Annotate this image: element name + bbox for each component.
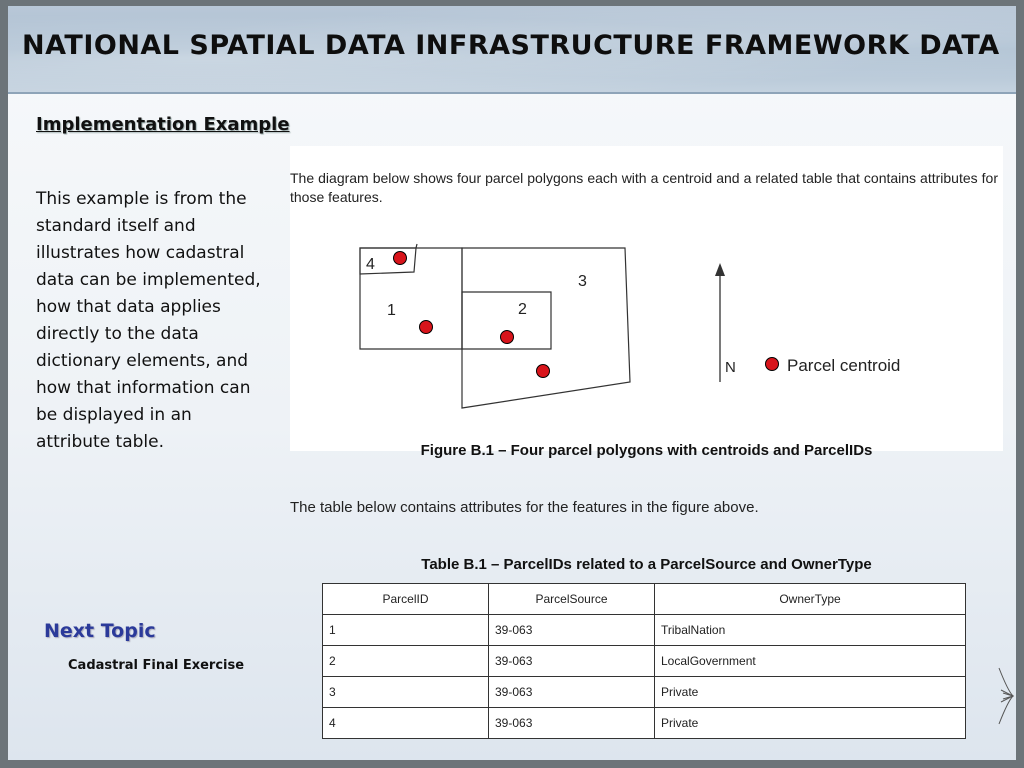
parcel-polygon-1 (360, 248, 462, 349)
figure-panel (290, 146, 1003, 451)
centroid-parcel-1 (420, 321, 433, 334)
section-heading: Implementation Example (36, 114, 290, 135)
table-cell: Private (655, 677, 966, 708)
figure-intro-text: The diagram below shows four parcel polygons each with a centroid and a related table that contains attributes for those features. (290, 170, 998, 205)
north-arrow-icon (715, 263, 725, 382)
figure-caption: Figure B.1 – Four parcel polygons with centroids and ParcelIDs (420, 442, 873, 459)
parcel-label-1: 1 (387, 302, 396, 319)
column-header: ParcelID (323, 584, 489, 615)
table-cell: Private (655, 708, 966, 739)
parcel-label-3: 3 (578, 273, 587, 290)
table-cell: 39-063 (489, 708, 655, 739)
table-cell: 2 (323, 646, 489, 677)
next-topic-heading: Next Topic (44, 620, 156, 642)
table-cell: LocalGovernment (655, 646, 966, 677)
example-description: This example is from the standard itself and illustrates how cadastral data can be implemented, how that data applies directly to the data dictionary elements, and how that information can be displayed in an attribute table. (36, 189, 261, 452)
table-header-row (323, 584, 966, 615)
column-header: OwnerType (655, 584, 966, 615)
attribute-table (322, 583, 966, 739)
table-cell: TribalNation (655, 615, 966, 646)
table-row (323, 677, 966, 708)
parcel-label-2: 2 (518, 301, 527, 318)
table-cell: 39-063 (489, 615, 655, 646)
parcel-polygon-3 (462, 248, 630, 408)
table-row (323, 615, 966, 646)
centroid-parcel-4 (394, 252, 407, 265)
table-caption: Table B.1 – ParcelIDs related to a ParcelSource and OwnerType (421, 556, 872, 573)
north-label: N (725, 359, 736, 376)
table-cell: 4 (323, 708, 489, 739)
table-cell: 39-063 (489, 646, 655, 677)
header-banner (8, 6, 1016, 94)
next-slide-arrow-icon[interactable] (998, 666, 1014, 726)
legend-centroid-icon (766, 358, 779, 371)
table-cell: 3 (323, 677, 489, 708)
column-header: ParcelSource (489, 584, 655, 615)
centroid-parcel-2 (501, 331, 514, 344)
centroid-parcel-3 (537, 365, 550, 378)
table-cell: 1 (323, 615, 489, 646)
page-title: NATIONAL SPATIAL DATA INFRASTRUCTURE FRAMEWORK DATA (22, 30, 1000, 61)
slide (8, 6, 1016, 760)
table-row (323, 646, 966, 677)
parcel-diagram (290, 146, 1003, 451)
next-topic-link[interactable]: Cadastral Final Exercise (68, 658, 245, 673)
table-cell: 39-063 (489, 677, 655, 708)
parcel-label-4: 4 (366, 256, 375, 273)
table-intro-text: The table below contains attributes for the features in the figure above. (290, 499, 759, 516)
legend-label: Parcel centroid (787, 356, 901, 375)
table-row (323, 708, 966, 739)
